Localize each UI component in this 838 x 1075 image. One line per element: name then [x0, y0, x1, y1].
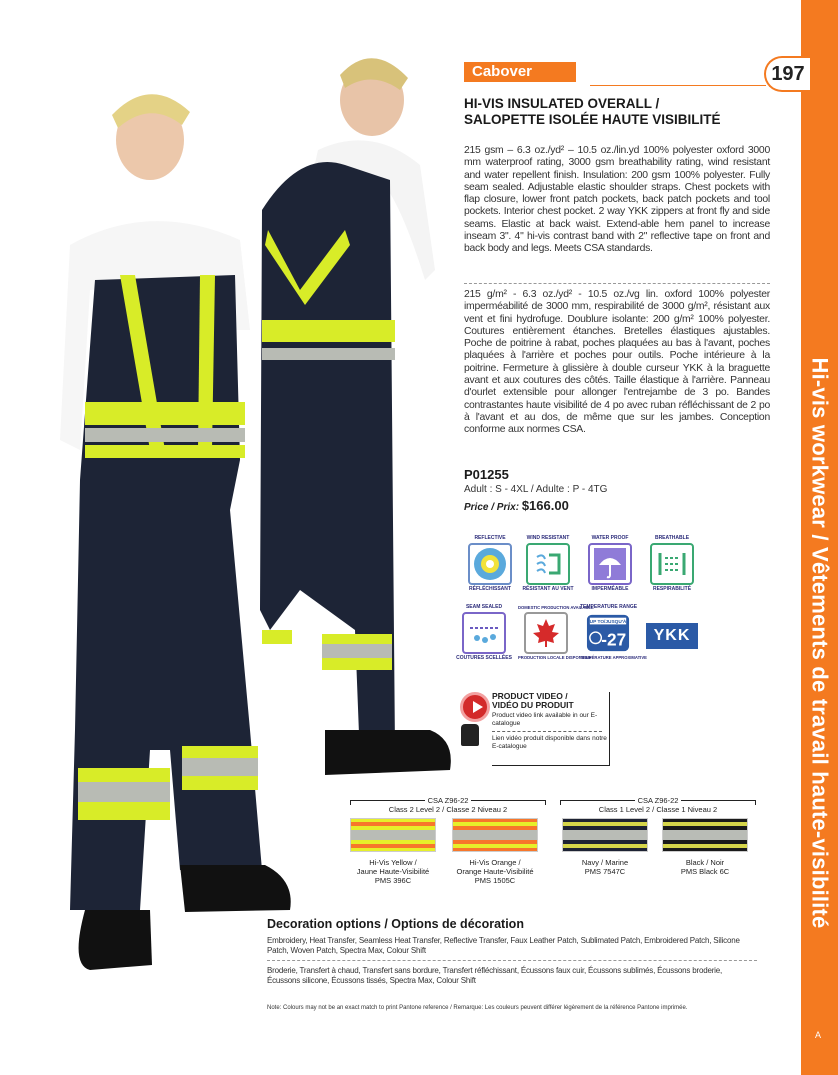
description-en: 215 gsm – 6.3 oz./yd² – 10.5 oz./lin.yd 100% polyester oxford 3000 mm waterproof rating, 3000 gsm breathability rating, wind resistant and water repellent finish. Insulation: 200 gsm 100% polyester. Fully seam sealed. Adjustable elastic shoulder straps. Chest pockets with flap closure, lower front patch pockets, back patch pockets and tool pockets. Interior chest pocket. 2 way YKK zippers at front fly and side seams. Elastic at back waist. Extend-able hem panel to increase inseam 3". 4" hi-vis contrast band with 2" reflective tape on front and back body and legs. Meets CSA standards. — [464, 145, 770, 255]
description-fr: 215 g/m² - 6.3 oz./yd² - 10.5 oz./vg lin. oxford 100% polyester imperméabilité de 3000 mm, respirabilité de 3000 g/m², résistant aux vent et fini hydrofuge. Doublure isolante: 200 g/m² 100% polyester. Coutures entièrement étanches. Bretelles élastiques ajustables. Poche de poitrine à rabat, poches plaquées au bas à l'avant, poches plaquées à l'arrière et poches pour outils. Poche intérieure à la poitrine. Fermeture à glissière à double curseur YKK à la braguette avant et aux coutures des côtés. Taille élastique à l'arrière. Panneau d'ourlet extensible pour allonger l'entrejambe de 3 po. Bandes contrastantes haute visibilité de 4 po avec ruban réfléchissant de 2 po à l'avant et au dos, de même que sur les jambes. Conception conforme aux normes CSA. — [464, 289, 770, 436]
feature-breathable: BREATHABLE RESPIRABILITÉ — [644, 535, 700, 592]
divider — [464, 283, 770, 284]
product-price: Price / Prix: $166.00 — [464, 498, 569, 513]
section-letter: A — [815, 1030, 822, 1040]
swatch-orange — [452, 818, 538, 852]
feature-temperature: TEMPERATURE RANGE UP TO/JUSQU'À -27 TEMPÉRATURE APPROXIMATIVE — [580, 604, 647, 660]
model-back — [260, 58, 451, 775]
decoration-divider — [267, 960, 757, 961]
swatch-yellow — [350, 818, 436, 852]
product-title: HI-VIS INSULATED OVERALL / SALOPETTE ISOLÉE HAUTE VISIBILITÉ — [464, 96, 721, 127]
feature-seam-sealed: SEAM SEALED COUTURES SCELLÉES — [456, 604, 512, 661]
csa-label-class2: CSA Z96-22 Class 2 Level 2 / Classe 2 Niveau 2 — [388, 796, 508, 814]
csa-label-class1: CSA Z96-22 Class 1 Level 2 / Classe 1 Niveau 2 — [598, 796, 718, 814]
hand-pointer-icon — [461, 724, 479, 746]
svg-text:-27: -27 — [601, 629, 627, 650]
model-front — [60, 94, 291, 970]
svg-text:UP TO/JUSQU'À: UP TO/JUSQU'À — [589, 619, 627, 625]
brand-tag: Cabover — [464, 62, 576, 82]
play-icon[interactable] — [460, 692, 490, 722]
product-sizes: Adult : S - 4XL / Adulte : P - 4TG — [464, 484, 608, 495]
video-info: PRODUCT VIDEO / VIDÉO DU PRODUIT Product video link available in our E-catalogue Lien vidéo produit disponible dans notre E-catalogue — [492, 692, 610, 766]
section-title-vertical: Hi-vis workwear / Vêtements de travail haute-visibilité — [807, 357, 833, 928]
reflective-icon — [473, 547, 507, 581]
waterproof-icon — [593, 547, 627, 581]
maple-leaf-icon — [529, 616, 563, 650]
swatch-label-navy: Navy / Marine PMS 7547C — [581, 858, 629, 876]
product-photo — [0, 30, 470, 1000]
seam-sealed-icon — [467, 616, 501, 650]
breathable-icon — [655, 547, 689, 581]
feature-reflective: REFLECTIVE RÉFLÉCHISSANT — [469, 535, 511, 592]
decoration-title: Decoration options / Options de décoration — [267, 917, 524, 931]
wind-resistant-icon — [531, 547, 565, 581]
ykk-logo: YKK — [646, 623, 698, 649]
decoration-fr: Broderie, Transfert à chaud, Transfert sans bordure, Transfert réfléchissant, Écussons faux cuir, Écussons sublimés, Écussons broderie, Écussons silicone, Écussons tissés, Spectra Max, Colour Shift — [267, 966, 723, 985]
colour-note: Note: Colours may not be an exact match to print Pantone reference / Remarque: Les couleurs peuvent différer légèrement de la référence Pantone imprimée. — [267, 1005, 688, 1011]
swatch-black — [662, 818, 748, 852]
feature-wind-resistant: WIND RESISTANT RÉSISTANT AU VENT — [522, 535, 574, 592]
swatch-navy — [562, 818, 648, 852]
swatch-label-orange: Hi-Vis Orange / Orange Haute-Visibilité PMS 1505C — [456, 858, 534, 885]
swatch-label-black: Black / Noir PMS Black 6C — [680, 858, 730, 876]
page-number-line — [590, 85, 766, 86]
feature-domestic-production: DOMESTIC PRODUCTION AVAILABLE PRODUCTION LOCALE DISPONIBLE — [518, 605, 594, 660]
temperature-icon — [586, 613, 630, 653]
decoration-en: Embroidery, Heat Transfer, Seamless Heat Transfer, Reflective Transfer, Faux Leather Patch, Sublimated Patch, Embroidered Patch, Silicone Patch, Woven Patch, Spectra Max, Colour Shift — [267, 936, 740, 955]
page-number: 197 — [764, 56, 810, 92]
product-code: P01255 — [464, 467, 509, 482]
feature-waterproof: WATER PROOF IMPERMÉABLE — [582, 535, 638, 592]
product-video[interactable] — [458, 690, 618, 770]
swatch-label-yellow: Hi-Vis Yellow / Jaune Haute-Visibilité PMS 396C — [356, 858, 430, 885]
